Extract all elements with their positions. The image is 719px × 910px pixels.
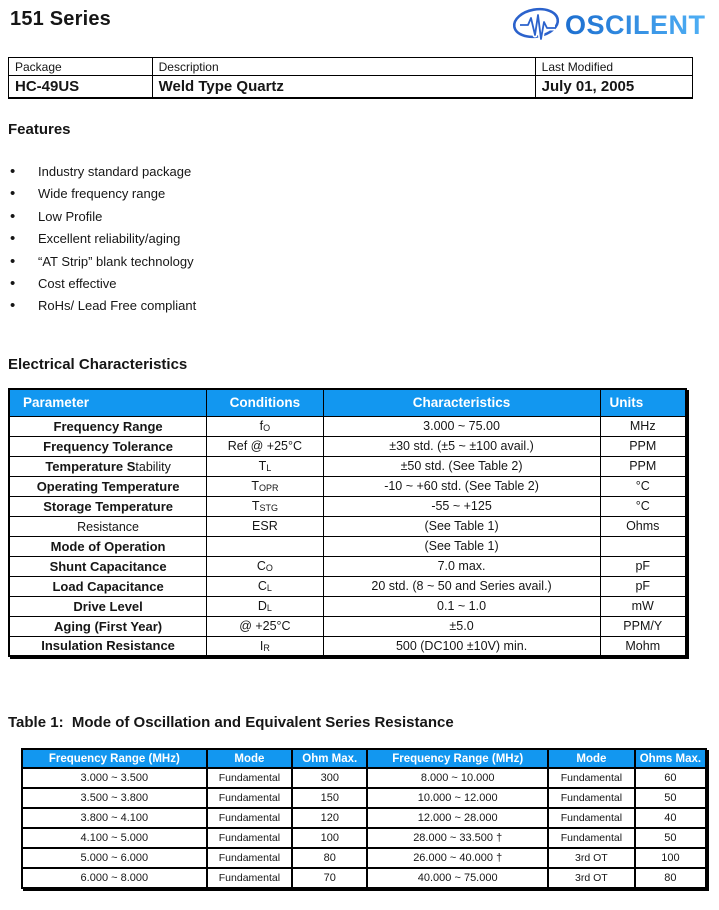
features-list: [10, 162, 196, 319]
list-item: • Excellent reliability/aging: [10, 229, 196, 251]
table-row: [9, 436, 686, 456]
freq-range-cell: 5.000 ~ 6.000: [22, 848, 207, 868]
table-row: [9, 516, 686, 536]
table-row: [22, 808, 706, 828]
list-item: • RoHs/ Lead Free compliant: [10, 296, 196, 318]
freq-range-cell: 6.000 ~ 8.000: [22, 868, 207, 888]
list-item: • Low Profile: [10, 207, 196, 229]
characteristics-cell: (See Table 1): [323, 536, 600, 556]
table-header-row: [22, 749, 706, 768]
mode-header-right: Mode: [548, 749, 635, 768]
list-item: • Wide frequency range: [10, 184, 196, 206]
ohm-max-header-left: Ohm Max.: [292, 749, 367, 768]
ohm-max-cell: 300: [292, 768, 367, 788]
features-heading: Features: [8, 121, 71, 138]
parameter-cell: Frequency Tolerance: [9, 436, 207, 456]
units-cell: Mohm: [600, 636, 686, 656]
characteristics-cell: 500 (DC100 ±10V) min.: [323, 636, 600, 656]
parameter-cell: Storage Temperature: [9, 496, 207, 516]
characteristics-cell: -55 ~ +125: [323, 496, 600, 516]
units-header: Units: [600, 389, 686, 416]
table-row: [9, 636, 686, 656]
oscilent-logo: [509, 3, 711, 45]
table-row: [9, 616, 686, 636]
units-cell: Ohms: [600, 516, 686, 536]
mode-cell: Fundamental: [207, 868, 293, 888]
mode-cell: Fundamental: [548, 808, 635, 828]
characteristics-cell: ±5.0: [323, 616, 600, 636]
freq-range-header-left: Frequency Range (MHz): [22, 749, 207, 768]
electrical-heading: Electrical Characteristics: [8, 356, 188, 373]
characteristics-cell: 3.000 ~ 75.00: [323, 416, 600, 436]
table-row: [9, 76, 693, 98]
package-value: HC-49US: [9, 76, 153, 98]
table-row: [9, 416, 686, 436]
brand-wordmark: OSCILENT: [565, 10, 706, 40]
last-modified-value: July 01, 2005: [535, 76, 692, 98]
units-cell: PPM: [600, 436, 686, 456]
characteristics-header: Characteristics: [323, 389, 600, 416]
table-row: [9, 536, 686, 556]
description-header: Description: [152, 58, 535, 76]
package-header: Package: [9, 58, 153, 76]
ohm-max-cell: 50: [635, 788, 706, 808]
conditions-header: Conditions: [207, 389, 323, 416]
mode-esr-table: [21, 748, 707, 889]
characteristics-cell: 0.1 ~ 1.0: [323, 596, 600, 616]
package-info-table: [8, 57, 693, 99]
mode-cell: Fundamental: [207, 768, 293, 788]
freq-range-cell: 12.000 ~ 28.000: [367, 808, 548, 828]
characteristics-cell: ±50 std. (See Table 2): [323, 456, 600, 476]
ohm-max-cell: 100: [292, 828, 367, 848]
conditions-cell: TL: [207, 456, 323, 476]
list-item: • Industry standard package: [10, 162, 196, 184]
conditions-cell: @ +25°C: [207, 616, 323, 636]
units-cell: pF: [600, 576, 686, 596]
ohm-max-cell: 120: [292, 808, 367, 828]
parameter-cell: Shunt Capacitance: [9, 556, 207, 576]
pulse-ellipse-icon: [512, 6, 560, 40]
ohm-max-cell: 60: [635, 768, 706, 788]
units-cell: PPM/Y: [600, 616, 686, 636]
characteristics-cell: 7.0 max.: [323, 556, 600, 576]
table1-heading: Table 1: Mode of Oscillation and Equivalent Series Resistance: [8, 714, 454, 731]
table-header-row: [9, 389, 686, 416]
conditions-cell: TSTG: [207, 496, 323, 516]
parameter-cell: Load Capacitance: [9, 576, 207, 596]
characteristics-cell: (See Table 1): [323, 516, 600, 536]
characteristics-cell: ±30 std. (±5 ~ ±100 avail.): [323, 436, 600, 456]
freq-range-header-right: Frequency Range (MHz): [367, 749, 548, 768]
last-modified-header: Last Modified: [535, 58, 692, 76]
mode-cell: Fundamental: [207, 848, 293, 868]
parameter-cell: Aging (First Year): [9, 616, 207, 636]
freq-range-cell: 3.800 ~ 4.100: [22, 808, 207, 828]
list-item: • Cost effective: [10, 274, 196, 296]
description-value: Weld Type Quartz: [152, 76, 535, 98]
ohm-max-cell: 80: [292, 848, 367, 868]
conditions-cell: CO: [207, 556, 323, 576]
parameter-cell: Drive Level: [9, 596, 207, 616]
conditions-cell: [207, 536, 323, 556]
ohm-max-cell: 40: [635, 808, 706, 828]
units-cell: [600, 536, 686, 556]
units-cell: pF: [600, 556, 686, 576]
freq-range-cell: 28.000 ~ 33.500 †: [367, 828, 548, 848]
mode-cell: Fundamental: [207, 808, 293, 828]
conditions-cell: Ref @ +25°C: [207, 436, 323, 456]
conditions-cell: fO: [207, 416, 323, 436]
table-row: [9, 496, 686, 516]
units-cell: PPM: [600, 456, 686, 476]
parameter-header: Parameter: [9, 389, 207, 416]
mode-cell: Fundamental: [207, 788, 293, 808]
page-title: 151 Series: [10, 8, 111, 30]
electrical-characteristics-table: [8, 388, 687, 657]
conditions-cell: DL: [207, 596, 323, 616]
parameter-cell: Temperature Stability: [9, 456, 207, 476]
mode-cell: Fundamental: [548, 768, 635, 788]
mode-cell: Fundamental: [548, 788, 635, 808]
characteristics-cell: 20 std. (8 ~ 50 and Series avail.): [323, 576, 600, 596]
parameter-cell: Insulation Resistance: [9, 636, 207, 656]
units-cell: mW: [600, 596, 686, 616]
table-row: [22, 788, 706, 808]
characteristics-cell: -10 ~ +60 std. (See Table 2): [323, 476, 600, 496]
parameter-cell: Frequency Range: [9, 416, 207, 436]
mode-cell: 3rd OT: [548, 848, 635, 868]
ohm-max-cell: 70: [292, 868, 367, 888]
parameter-cell: Mode of Operation: [9, 536, 207, 556]
list-item: • “AT Strip” blank technology: [10, 252, 196, 274]
table-header-row: [9, 58, 693, 76]
freq-range-cell: 4.100 ~ 5.000: [22, 828, 207, 848]
parameter-cell: Operating Temperature: [9, 476, 207, 496]
freq-range-cell: 26.000 ~ 40.000 †: [367, 848, 548, 868]
mode-cell: Fundamental: [207, 828, 293, 848]
freq-range-cell: 8.000 ~ 10.000: [367, 768, 548, 788]
table-row: [22, 828, 706, 848]
ohms-max-header-right: Ohms Max.: [635, 749, 706, 768]
table-row: [22, 768, 706, 788]
freq-range-cell: 3.500 ~ 3.800: [22, 788, 207, 808]
conditions-cell: ESR: [207, 516, 323, 536]
table-row: [22, 868, 706, 888]
table-row: [9, 576, 686, 596]
mode-cell: 3rd OT: [548, 868, 635, 888]
freq-range-cell: 40.000 ~ 75.000: [367, 868, 548, 888]
freq-range-cell: 10.000 ~ 12.000: [367, 788, 548, 808]
units-cell: MHz: [600, 416, 686, 436]
mode-header-left: Mode: [207, 749, 293, 768]
ohm-max-cell: 80: [635, 868, 706, 888]
table-row: [9, 476, 686, 496]
freq-range-cell: 3.000 ~ 3.500: [22, 768, 207, 788]
ohm-max-cell: 100: [635, 848, 706, 868]
table-row: [22, 848, 706, 868]
table-row: [9, 596, 686, 616]
ohm-max-cell: 50: [635, 828, 706, 848]
units-cell: °C: [600, 476, 686, 496]
parameter-cell: Resistance: [9, 516, 207, 536]
mode-cell: Fundamental: [548, 828, 635, 848]
table-row: [9, 456, 686, 476]
table-row: [9, 556, 686, 576]
conditions-cell: CL: [207, 576, 323, 596]
conditions-cell: TOPR: [207, 476, 323, 496]
ohm-max-cell: 150: [292, 788, 367, 808]
units-cell: °C: [600, 496, 686, 516]
conditions-cell: IR: [207, 636, 323, 656]
